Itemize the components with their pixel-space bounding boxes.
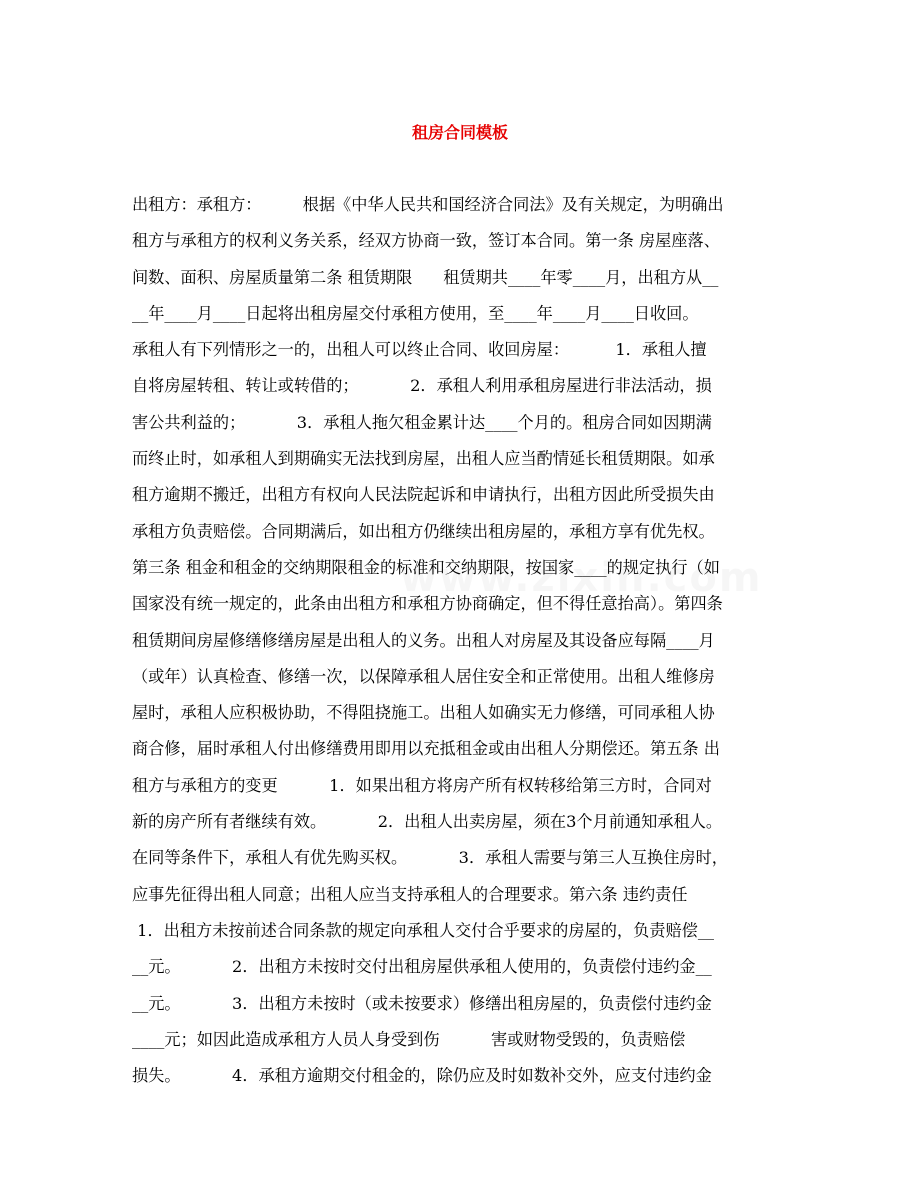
body-text-line: 承租方负责赔偿。合同期满后，如出租方仍继续出租房屋的，承租方享有优先权。 (132, 521, 715, 541)
body-text-line: 自将房屋转租、转让或转借的； 2．承租人利用承租房屋进行非法活动，损 (132, 376, 712, 396)
body-text-line: （或年）认真检查、修缮一次，以保障承租人居住安全和正常使用。出租人维修房 (132, 666, 715, 686)
body-text-line: 出租方：承租方： 根据《中华人民共和国经济合同法》及有关规定，为明确出 (132, 195, 724, 214)
body-text-line: 应事先征得出租人同意；出租人应当支持承租人的合理要求。第六条 违约责任 (132, 884, 688, 904)
body-text-line: 在同等条件下，承租人有优先购买权。 3．承租人需要与第三人互换住房时， (132, 848, 728, 868)
body-text-line: __元。 2．出租方未按时交付出租房屋供承租人使用的，负责偿付违约金__ (132, 957, 712, 977)
body-text-line: 租方与承租方的变更 1．如果出租方将房产所有权转移给第三方时，合同对 (132, 775, 712, 795)
body-text-line: 租方逾期不搬迁，出租方有权向人民法院起诉和申请执行，出租方因此所受损失由 (132, 485, 715, 505)
body-text-line: 承租人有下列情形之一的，出租人可以终止合同、收回房屋： 1．承租人擅 (132, 340, 707, 360)
body-text-line: 屋时，承租人应积极协助，不得阻挠施工。出租人如确实无力修缮，可同承租人协 (132, 703, 715, 723)
body-text-line: 间数、面积、房屋质量第二条 租赁期限 租赁期共____年零____月，出租方从__ (132, 267, 719, 287)
body-text-line: 新的房产所有者继续有效。 2．出租人出卖房屋，须在3个月前通知承租人。 (132, 812, 723, 832)
document-title: 租房合同模板 (411, 123, 508, 142)
body-text-line: ____元；如因此造成承租方人员人身受到伤 害或财物受毁的，负责赔偿 (132, 1029, 686, 1049)
document-body (132, 187, 792, 1094)
body-text-line: __年____月____日起将出租房屋交付承租方使用，至____年____月____日收回。 (132, 303, 699, 323)
body-text-line: 损失。 4．承租方逾期交付租金的，除仍应及时如数补交外，应支付违约金 (132, 1066, 712, 1086)
body-text-line: 1．出租方未按前述合同条款的规定向承租人交付合乎要求的房屋的，负责赔偿__ (132, 920, 715, 940)
body-text-line: 租方与承租方的权利义务关系，经双方协商一致，签订本合同。第一条 房屋座落、 (132, 231, 720, 251)
body-text-line: 而终止时，如承租人到期确实无法找到房屋，出租人应当酌情延长租赁期限。如承 (132, 449, 715, 469)
body-text-line: 国家没有统一规定的，此条由出租方和承租方协商确定，但不得任意抬高）。第四条 (132, 594, 723, 614)
body-text-line: 商合修，届时承租人付出修缮费用即用以充抵租金或由出租人分期偿还。第五条 出 (132, 739, 720, 759)
body-text-line: __元。 3．出租方未按时（或未按要求）修缮出租房屋的，负责偿付违约金 (132, 993, 712, 1013)
body-text-line: 害公共利益的； 3．承租人拖欠租金累计达____个月的。租房合同如因期满 (132, 412, 712, 432)
body-text-line: 第三条 租金和租金的交纳期限租金的标准和交纳期限，按国家____的规定执行（如 (132, 557, 720, 577)
body-text-line: 租赁期间房屋修缮修缮房屋是出租人的义务。出租人对房屋及其设备应每隔____月 (132, 630, 715, 650)
